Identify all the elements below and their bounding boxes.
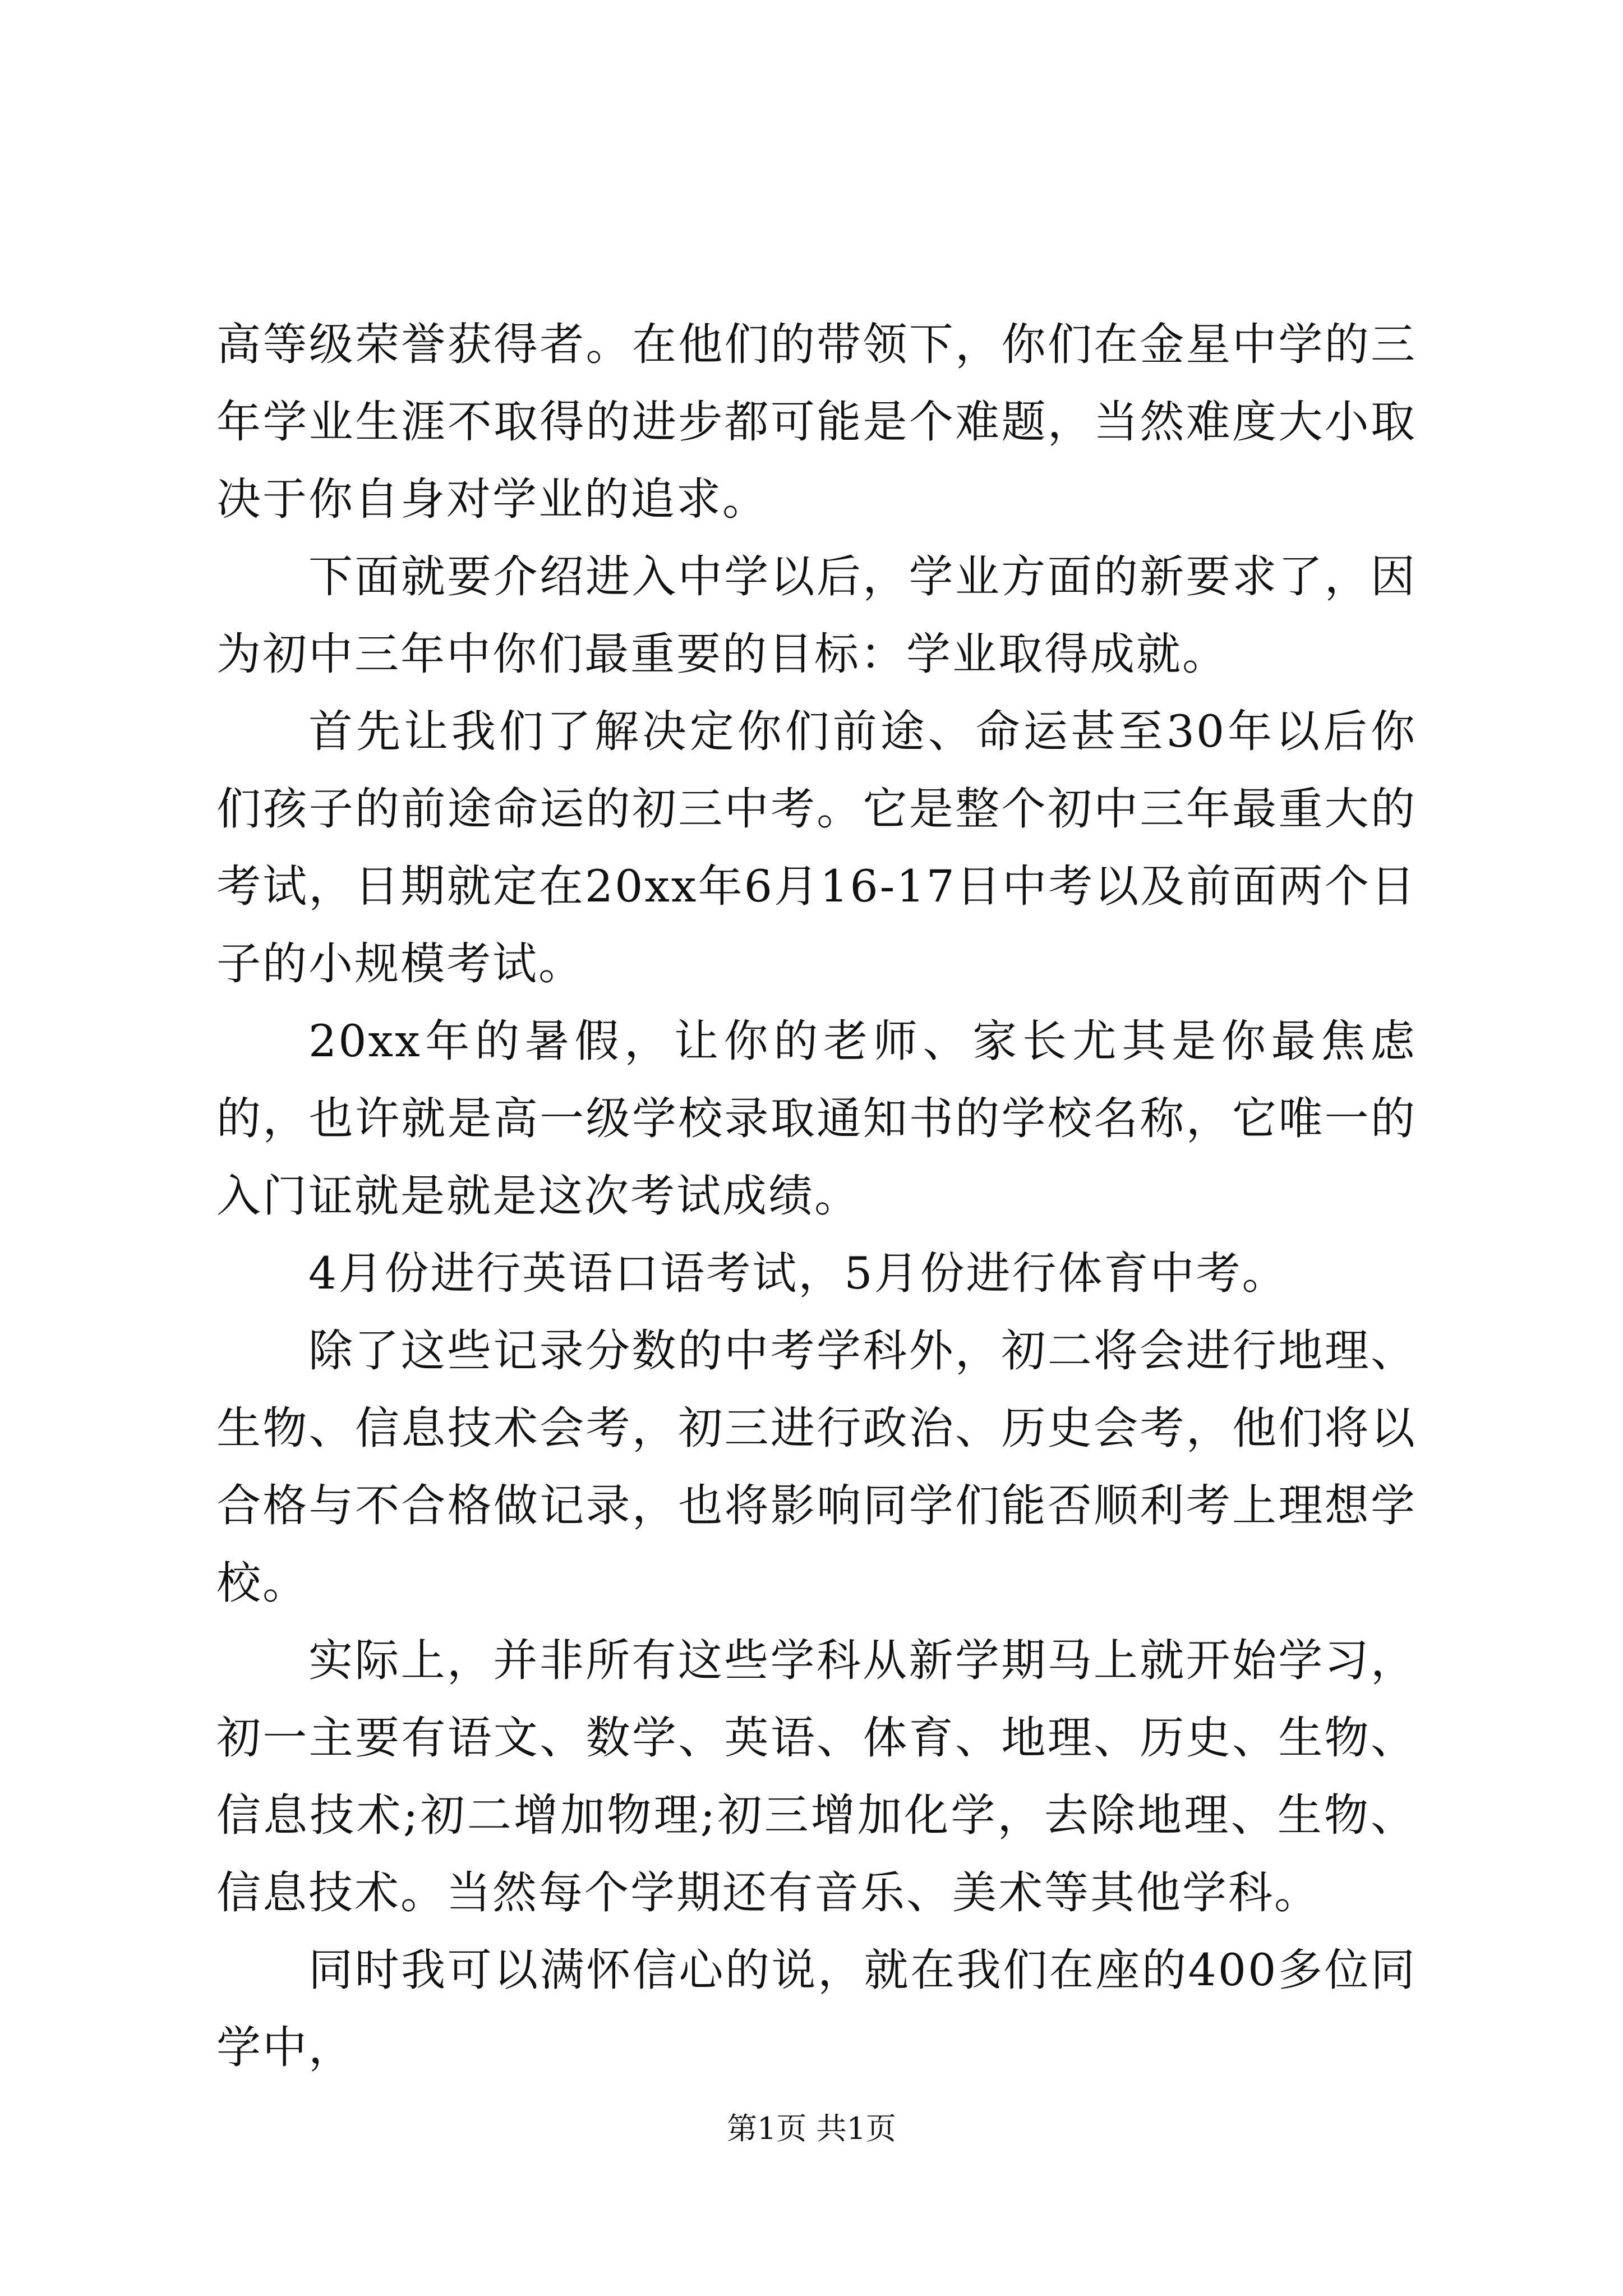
paragraph-continuation: 高等级荣誉获得者。在他们的带领下，你们在金星中学的三年学业生涯不取得的进步都可能是个难题，当然难度大小取决于你自身对学业的追求。 (216, 319, 1417, 525)
page-number-indicator: 第1页 共1页 (727, 2111, 896, 2146)
paragraph: 实际上，并非所有这些学科从新学期马上就开始学习，初一主要有语文、数学、英语、体育、地理、历史、生物、信息技术;初二增加物理;初三增加化学，去除地理、生物、信息技术。当然每个学期还有音乐、美术等其他学科。 (216, 1635, 1417, 1918)
document-body (216, 306, 1417, 2086)
page-footer (0, 2109, 1623, 2148)
paragraph: 除了这些记录分数的中考学科外，初二将会进行地理、生物、信息技术会考，初三进行政治、历史会考，他们将以合格与不合格做记录，也将影响同学们能否顺利考上理想学校。 (216, 1325, 1417, 1609)
paragraph: 首先让我们了解决定你们前途、命运甚至30年以后你们孩子的前途命运的初三中考。它是整个初中三年最重大的考试，日期就定在20xx年6月16-17日中考以及前面两个日子的小规模考试。 (216, 706, 1417, 990)
paragraph: 同时我可以满怀信心的说，就在我们在座的400多位同学中， (216, 1944, 1417, 2073)
paragraph: 下面就要介绍进入中学以后，学业方面的新要求了，因为初中三年中你们最重要的目标：学业取得成就。 (216, 551, 1417, 680)
paragraph: 20xx年的暑假，让你的老师、家长尤其是你最焦虑的，也许就是高一级学校录取通知书的学校名称，它唯一的入门证就是就是这次考试成绩。 (216, 1015, 1417, 1222)
paragraph: 4月份进行英语口语考试，5月份进行体育中考。 (308, 1248, 1288, 1299)
